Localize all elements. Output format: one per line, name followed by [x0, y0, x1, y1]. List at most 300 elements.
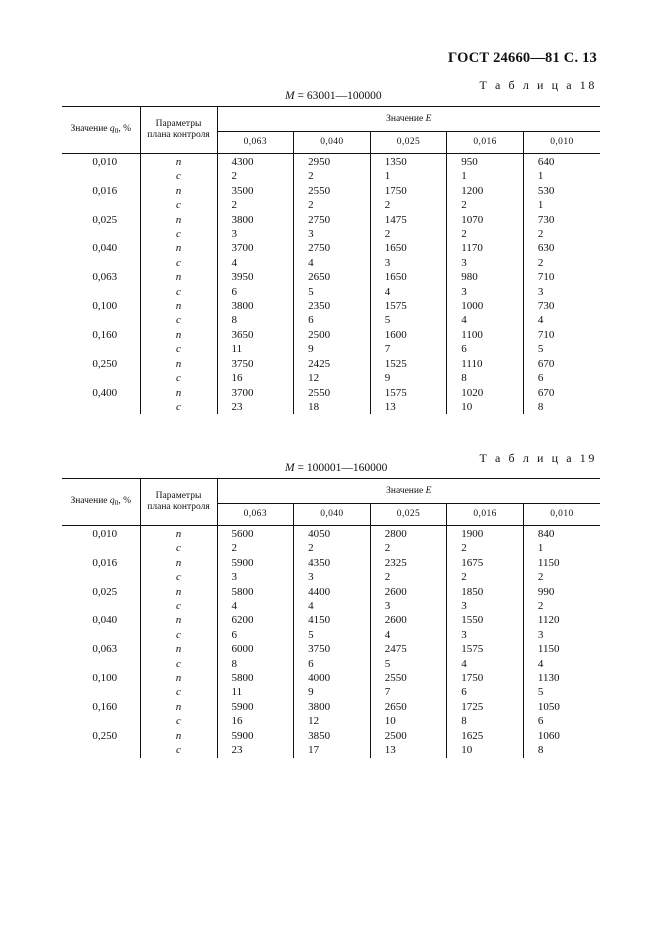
- table-row: [62, 743, 600, 757]
- acceptance-number-cell: 5: [370, 657, 447, 671]
- acceptance-number-cell: 3: [447, 285, 524, 299]
- e-value-header: 0,063: [217, 504, 294, 526]
- acceptance-number-cell: 9: [370, 371, 447, 385]
- e-group-header: [217, 107, 600, 132]
- param-symbol-cell: n: [140, 386, 217, 400]
- q-value-cell: 0,160: [92, 328, 118, 341]
- sample-size-cell: 3650: [217, 328, 294, 342]
- q-value-cell: [62, 256, 140, 270]
- e-value-header: 0,063: [217, 132, 294, 154]
- acceptance-number-cell: 4: [523, 657, 600, 671]
- param-symbol-cell: n: [140, 299, 217, 313]
- acceptance-number-cell: 8: [217, 313, 294, 327]
- q-value-cell: [62, 743, 140, 757]
- acceptance-number-cell: 23: [217, 743, 294, 757]
- acceptance-number-cell: 8: [217, 657, 294, 671]
- q-value-cell: 0,100: [92, 300, 118, 313]
- acceptance-number-cell: 2: [447, 541, 524, 555]
- sample-size-cell: 2650: [370, 700, 447, 714]
- sample-size-cell: 1130: [523, 671, 600, 685]
- e-value-header: 0,010: [523, 504, 600, 526]
- table-row: [62, 599, 600, 613]
- acceptance-number-cell: 6: [523, 714, 600, 728]
- q-subscript: 0: [114, 126, 119, 135]
- param-symbol-cell: n: [140, 184, 217, 198]
- acceptance-number-cell: 2: [523, 227, 600, 241]
- acceptance-number-cell: 7: [370, 342, 447, 356]
- q-value-cell: [62, 198, 140, 212]
- sample-size-cell: 3850: [294, 729, 371, 743]
- sample-size-cell: 5900: [217, 700, 294, 714]
- table-row: [62, 227, 600, 241]
- table-row: [62, 198, 600, 212]
- acceptance-number-cell: 3: [447, 628, 524, 642]
- acceptance-number-cell: 9: [294, 342, 371, 356]
- table-row: [62, 613, 600, 627]
- q-unit: , %: [118, 124, 132, 134]
- sample-size-cell: 1150: [523, 556, 600, 570]
- acceptance-number-cell: 4: [523, 313, 600, 327]
- sample-size-cell: 2550: [294, 386, 371, 400]
- param-symbol-cell: c: [140, 285, 217, 299]
- acceptance-number-cell: 4: [217, 256, 294, 270]
- param-symbol-cell: n: [140, 154, 217, 170]
- table-row: [62, 729, 600, 743]
- sample-size-cell: 710: [523, 270, 600, 284]
- sample-size-cell: 5600: [217, 526, 294, 542]
- acceptance-number-cell: 3: [447, 256, 524, 270]
- e-value-header: 0,025: [370, 132, 447, 154]
- acceptance-number-cell: 4: [447, 657, 524, 671]
- acceptance-number-cell: 4: [294, 256, 371, 270]
- acceptance-number-cell: 1: [523, 169, 600, 183]
- sample-size-cell: 6000: [217, 642, 294, 656]
- table-row: [62, 556, 600, 570]
- sample-size-cell: 530: [523, 184, 600, 198]
- sample-size-cell: 1675: [447, 556, 524, 570]
- table-row: [62, 184, 600, 198]
- sample-size-cell: 710: [523, 328, 600, 342]
- m-range: = 100001—160000: [297, 462, 388, 474]
- param-symbol-cell: c: [140, 599, 217, 613]
- acceptance-number-cell: 5: [294, 285, 371, 299]
- q-value-cell: 0,025: [92, 213, 118, 226]
- table-row: [62, 671, 600, 685]
- table-row: [62, 328, 600, 342]
- param-symbol-cell: n: [140, 700, 217, 714]
- sample-size-cell: 1750: [370, 184, 447, 198]
- sample-size-cell: 2325: [370, 556, 447, 570]
- sample-size-cell: 1120: [523, 613, 600, 627]
- sample-size-cell: 1850: [447, 585, 524, 599]
- q-value-cell: 0,250: [92, 729, 118, 742]
- acceptance-number-cell: 4: [447, 313, 524, 327]
- acceptance-number-cell: 5: [523, 342, 600, 356]
- param-symbol-cell: n: [140, 613, 217, 627]
- params-column-header: [140, 107, 217, 154]
- params-line1: Параметры: [155, 119, 202, 129]
- acceptance-number-cell: 2: [370, 570, 447, 584]
- m-range-label: [285, 90, 382, 102]
- acceptance-number-cell: 6: [294, 313, 371, 327]
- sample-size-cell: 730: [523, 299, 600, 313]
- param-symbol-cell: c: [140, 657, 217, 671]
- acceptance-number-cell: 3: [294, 570, 371, 584]
- q-value-cell: [62, 285, 140, 299]
- acceptance-number-cell: 2: [370, 541, 447, 555]
- acceptance-number-cell: 2: [523, 570, 600, 584]
- param-symbol-cell: c: [140, 342, 217, 356]
- sample-size-cell: 4050: [294, 526, 371, 542]
- e-symbol: E: [425, 485, 432, 496]
- acceptance-number-cell: 8: [523, 743, 600, 757]
- q-unit: , %: [118, 496, 132, 506]
- acceptance-number-cell: 5: [294, 628, 371, 642]
- param-symbol-cell: c: [140, 743, 217, 757]
- sample-size-cell: 3750: [217, 357, 294, 371]
- q-value-cell: [62, 400, 140, 414]
- acceptance-number-cell: 23: [217, 400, 294, 414]
- m-symbol: M: [285, 462, 295, 474]
- sample-size-cell: 1550: [447, 613, 524, 627]
- acceptance-number-cell: 1: [370, 169, 447, 183]
- q-value-cell: [62, 169, 140, 183]
- q-label: Значение: [70, 496, 108, 506]
- sample-size-cell: 1150: [523, 642, 600, 656]
- q-value-cell: 0,160: [92, 700, 118, 713]
- table-row: [62, 628, 600, 642]
- sample-size-cell: 2350: [294, 299, 371, 313]
- param-symbol-cell: c: [140, 371, 217, 385]
- q-value-cell: 0,016: [92, 556, 118, 569]
- sample-size-cell: 2750: [294, 213, 371, 227]
- sample-size-cell: 1100: [447, 328, 524, 342]
- q-value-cell: [62, 342, 140, 356]
- sample-size-cell: 2500: [370, 729, 447, 743]
- acceptance-number-cell: 11: [217, 685, 294, 699]
- table-row: [62, 357, 600, 371]
- table-row: [62, 313, 600, 327]
- sample-size-cell: 1525: [370, 357, 447, 371]
- q-symbol: q: [109, 496, 115, 506]
- sample-size-cell: 1750: [447, 671, 524, 685]
- param-symbol-cell: n: [140, 729, 217, 743]
- acceptance-number-cell: 2: [523, 256, 600, 270]
- table-row: [62, 585, 600, 599]
- table-row: [62, 154, 600, 170]
- acceptance-number-cell: 3: [370, 599, 447, 613]
- sample-size-cell: 1110: [447, 357, 524, 371]
- table-row: [62, 657, 600, 671]
- acceptance-number-cell: 2: [447, 227, 524, 241]
- sample-size-cell: 640: [523, 154, 600, 170]
- acceptance-number-cell: 2: [523, 599, 600, 613]
- acceptance-number-cell: 6: [447, 342, 524, 356]
- sample-size-cell: 1170: [447, 241, 524, 255]
- q-value-cell: [62, 371, 140, 385]
- sample-size-cell: 1070: [447, 213, 524, 227]
- sample-size-cell: 2800: [370, 526, 447, 542]
- acceptance-number-cell: 5: [523, 685, 600, 699]
- acceptance-number-cell: 8: [447, 714, 524, 728]
- sample-size-cell: 3800: [294, 700, 371, 714]
- acceptance-number-cell: 4: [370, 628, 447, 642]
- acceptance-number-cell: 13: [370, 400, 447, 414]
- sample-size-cell: 1020: [447, 386, 524, 400]
- m-symbol: M: [285, 90, 295, 102]
- sample-size-cell: 2600: [370, 613, 447, 627]
- sample-size-cell: 1200: [447, 184, 524, 198]
- sample-size-cell: 1575: [370, 386, 447, 400]
- q-value-cell: 0,040: [92, 614, 118, 627]
- acceptance-number-cell: 17: [294, 743, 371, 757]
- e-value-header: 0,025: [370, 504, 447, 526]
- acceptance-number-cell: 7: [370, 685, 447, 699]
- e-label: Значение: [386, 485, 424, 496]
- sample-size-cell: 1600: [370, 328, 447, 342]
- acceptance-number-cell: 2: [217, 198, 294, 212]
- acceptance-number-cell: 11: [217, 342, 294, 356]
- e-value-header: 0,016: [447, 504, 524, 526]
- sample-size-cell: 5900: [217, 729, 294, 743]
- table-row: [62, 241, 600, 255]
- q-value-cell: 0,016: [92, 184, 118, 197]
- sample-size-cell: 1575: [370, 299, 447, 313]
- param-symbol-cell: c: [140, 628, 217, 642]
- sample-size-cell: 5800: [217, 585, 294, 599]
- q-value-cell: [62, 570, 140, 584]
- params-line2: плана контроля: [147, 130, 210, 140]
- q-symbol: q: [109, 124, 115, 134]
- e-label: Значение: [386, 113, 424, 124]
- e-symbol: E: [425, 113, 432, 124]
- param-symbol-cell: c: [140, 227, 217, 241]
- sample-size-cell: 2550: [370, 671, 447, 685]
- acceptance-number-cell: 4: [294, 599, 371, 613]
- acceptance-number-cell: 4: [217, 599, 294, 613]
- param-symbol-cell: n: [140, 357, 217, 371]
- table-row: [62, 714, 600, 728]
- acceptance-number-cell: 6: [523, 371, 600, 385]
- table-caption: Т а б л и ц а 18: [479, 78, 597, 92]
- sample-size-cell: 730: [523, 213, 600, 227]
- param-symbol-cell: n: [140, 241, 217, 255]
- sampling-table: [62, 478, 600, 758]
- table-row: [62, 685, 600, 699]
- sample-size-cell: 980: [447, 270, 524, 284]
- param-symbol-cell: c: [140, 256, 217, 270]
- q-value-cell: 0,063: [92, 643, 118, 656]
- sample-size-cell: 630: [523, 241, 600, 255]
- acceptance-number-cell: 16: [217, 714, 294, 728]
- acceptance-number-cell: 10: [370, 714, 447, 728]
- param-symbol-cell: n: [140, 270, 217, 284]
- sample-size-cell: 1725: [447, 700, 524, 714]
- q-subscript: 0: [114, 498, 119, 507]
- param-symbol-cell: n: [140, 556, 217, 570]
- sample-size-cell: 5800: [217, 671, 294, 685]
- acceptance-number-cell: 18: [294, 400, 371, 414]
- e-value-header: 0,040: [294, 132, 371, 154]
- params-line1: Параметры: [155, 491, 202, 501]
- acceptance-number-cell: 4: [370, 285, 447, 299]
- acceptance-number-cell: 2: [294, 169, 371, 183]
- sample-size-cell: 2650: [294, 270, 371, 284]
- param-symbol-cell: n: [140, 585, 217, 599]
- sample-size-cell: 4150: [294, 613, 371, 627]
- table-row: [62, 285, 600, 299]
- acceptance-number-cell: 3: [370, 256, 447, 270]
- acceptance-number-cell: 16: [217, 371, 294, 385]
- acceptance-number-cell: 8: [447, 371, 524, 385]
- sample-size-cell: 2600: [370, 585, 447, 599]
- sample-size-cell: 990: [523, 585, 600, 599]
- q-column-header: [62, 107, 140, 154]
- e-value-header: 0,040: [294, 504, 371, 526]
- sample-size-cell: 2475: [370, 642, 447, 656]
- acceptance-number-cell: 6: [217, 285, 294, 299]
- table-row: [62, 299, 600, 313]
- q-value-cell: 0,250: [92, 357, 118, 370]
- acceptance-number-cell: 6: [447, 685, 524, 699]
- param-symbol-cell: n: [140, 526, 217, 542]
- sample-size-cell: 950: [447, 154, 524, 170]
- sample-size-cell: 1475: [370, 213, 447, 227]
- acceptance-number-cell: 6: [294, 657, 371, 671]
- acceptance-number-cell: 5: [370, 313, 447, 327]
- sample-size-cell: 2550: [294, 184, 371, 198]
- acceptance-number-cell: 3: [523, 285, 600, 299]
- sampling-table: [62, 106, 600, 414]
- e-group-header: [217, 479, 600, 504]
- sample-size-cell: 3800: [217, 213, 294, 227]
- q-value-cell: 0,010: [92, 528, 118, 540]
- sample-size-cell: 2500: [294, 328, 371, 342]
- acceptance-number-cell: 3: [217, 227, 294, 241]
- sample-size-cell: 1625: [447, 729, 524, 743]
- q-label: Значение: [70, 124, 108, 134]
- param-symbol-cell: c: [140, 714, 217, 728]
- sample-size-cell: 3750: [294, 642, 371, 656]
- sample-size-cell: 670: [523, 386, 600, 400]
- acceptance-number-cell: 3: [217, 570, 294, 584]
- acceptance-number-cell: 2: [294, 198, 371, 212]
- q-value-cell: 0,063: [92, 271, 118, 284]
- acceptance-number-cell: 2: [294, 541, 371, 555]
- param-symbol-cell: c: [140, 400, 217, 414]
- sample-size-cell: 6200: [217, 613, 294, 627]
- sample-size-cell: 3700: [217, 241, 294, 255]
- acceptance-number-cell: 3: [523, 628, 600, 642]
- q-value-cell: 0,100: [92, 672, 118, 685]
- q-column-header: [62, 479, 140, 526]
- acceptance-number-cell: 2: [447, 198, 524, 212]
- q-value-cell: [62, 685, 140, 699]
- table-row: [62, 400, 600, 414]
- param-symbol-cell: c: [140, 169, 217, 183]
- table-row: [62, 541, 600, 555]
- q-value-cell: 0,010: [92, 156, 118, 168]
- e-value-header: 0,010: [523, 132, 600, 154]
- acceptance-number-cell: 10: [447, 400, 524, 414]
- sample-size-cell: 1050: [523, 700, 600, 714]
- acceptance-number-cell: 1: [523, 541, 600, 555]
- sample-size-cell: 1650: [370, 241, 447, 255]
- table-row: [62, 526, 600, 542]
- sample-size-cell: 1575: [447, 642, 524, 656]
- acceptance-number-cell: 10: [447, 743, 524, 757]
- param-symbol-cell: n: [140, 642, 217, 656]
- table-row: [62, 270, 600, 284]
- sample-size-cell: 840: [523, 526, 600, 542]
- acceptance-number-cell: 12: [294, 371, 371, 385]
- table-row: [62, 213, 600, 227]
- acceptance-number-cell: 12: [294, 714, 371, 728]
- sample-size-cell: 4300: [217, 154, 294, 170]
- sample-size-cell: 4000: [294, 671, 371, 685]
- q-value-cell: 0,040: [92, 242, 118, 255]
- sample-size-cell: 3700: [217, 386, 294, 400]
- sample-size-cell: 2750: [294, 241, 371, 255]
- params-column-header: [140, 479, 217, 526]
- acceptance-number-cell: 1: [447, 169, 524, 183]
- params-line2: плана контроля: [147, 502, 210, 512]
- param-symbol-cell: c: [140, 313, 217, 327]
- sample-size-cell: 1650: [370, 270, 447, 284]
- sample-size-cell: 4350: [294, 556, 371, 570]
- table-row: [62, 570, 600, 584]
- acceptance-number-cell: 1: [523, 198, 600, 212]
- m-range: = 63001—100000: [297, 90, 382, 102]
- sample-size-cell: 2425: [294, 357, 371, 371]
- q-value-cell: [62, 227, 140, 241]
- param-symbol-cell: n: [140, 213, 217, 227]
- param-symbol-cell: c: [140, 541, 217, 555]
- q-value-cell: [62, 599, 140, 613]
- q-value-cell: 0,025: [92, 585, 118, 598]
- acceptance-number-cell: 2: [217, 541, 294, 555]
- q-value-cell: [62, 628, 140, 642]
- acceptance-number-cell: 6: [217, 628, 294, 642]
- acceptance-number-cell: 2: [370, 227, 447, 241]
- sample-size-cell: 1000: [447, 299, 524, 313]
- param-symbol-cell: n: [140, 328, 217, 342]
- sample-size-cell: 670: [523, 357, 600, 371]
- q-value-cell: 0,400: [92, 386, 118, 399]
- sample-size-cell: 1900: [447, 526, 524, 542]
- acceptance-number-cell: 9: [294, 685, 371, 699]
- q-value-cell: [62, 714, 140, 728]
- param-symbol-cell: c: [140, 570, 217, 584]
- table-caption: Т а б л и ц а 19: [479, 451, 597, 465]
- acceptance-number-cell: 8: [523, 400, 600, 414]
- acceptance-number-cell: 3: [294, 227, 371, 241]
- sample-size-cell: 3950: [217, 270, 294, 284]
- table-row: [62, 371, 600, 385]
- param-symbol-cell: n: [140, 671, 217, 685]
- sample-size-cell: 1350: [370, 154, 447, 170]
- sample-size-cell: 3800: [217, 299, 294, 313]
- sample-size-cell: 3500: [217, 184, 294, 198]
- sample-size-cell: 4400: [294, 585, 371, 599]
- q-value-cell: [62, 657, 140, 671]
- q-value-cell: [62, 313, 140, 327]
- acceptance-number-cell: 13: [370, 743, 447, 757]
- acceptance-number-cell: 3: [447, 599, 524, 613]
- sample-size-cell: 2950: [294, 154, 371, 170]
- acceptance-number-cell: 2: [370, 198, 447, 212]
- page-header: ГОСТ 24660—81 С. 13: [448, 50, 597, 66]
